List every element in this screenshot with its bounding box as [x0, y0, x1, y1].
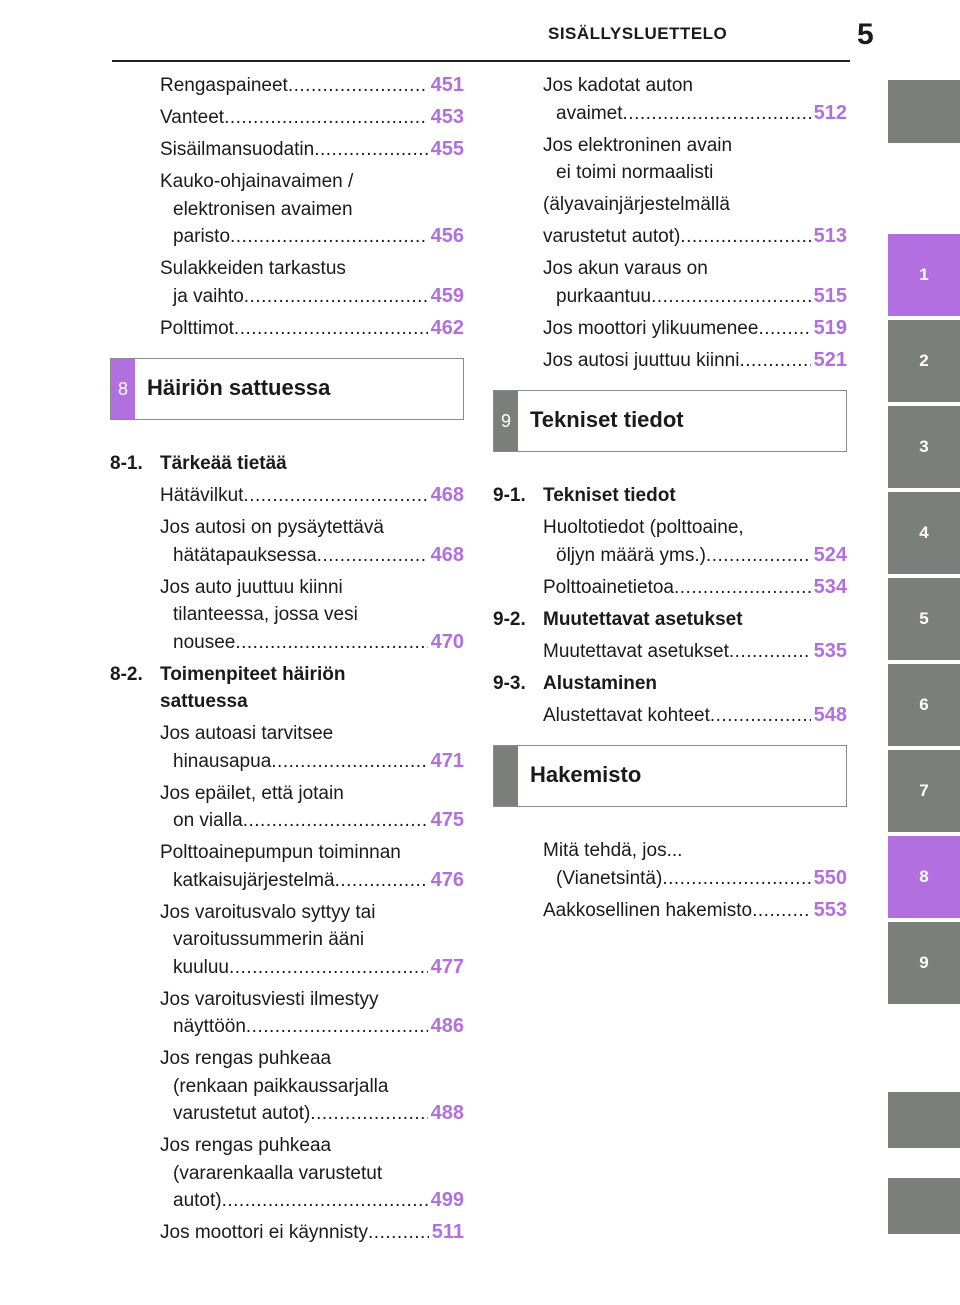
chapter-tab[interactable]: 6 [888, 664, 960, 746]
page-reference[interactable]: 499 [430, 1189, 464, 1211]
toc-entry-text: Sisäilmansuodatin [160, 139, 315, 160]
toc-entry-text: varustetut autot) [173, 1103, 311, 1124]
dot-leader [310, 1100, 427, 1128]
toc-entry[interactable] [493, 255, 847, 310]
toc-entry-text: Sulakkeiden tarkastus [160, 258, 346, 279]
toc-entry-text: Jos autosi juuttuu kiinni [543, 349, 740, 371]
toc-entry[interactable] [493, 72, 847, 127]
subsection-title: Muutettavat asetukset [543, 608, 743, 630]
toc-entry[interactable] [493, 514, 847, 569]
toc-entry[interactable] [110, 1045, 464, 1128]
toc-entry-text: Polttoainepumpun toiminnan [160, 842, 401, 863]
page-reference[interactable]: 486 [430, 1015, 464, 1037]
toc-entry[interactable] [493, 638, 847, 666]
header-title: SISÄLLYSLUETTELO [548, 24, 728, 43]
page-reference[interactable]: 477 [430, 955, 464, 978]
page-reference[interactable]: 451 [430, 74, 464, 96]
toc-entry-text: hätätapauksessa [173, 544, 317, 566]
dot-leader [710, 702, 811, 730]
subsection-list [493, 514, 847, 601]
page-reference[interactable]: 456 [430, 225, 464, 247]
right-top-list [493, 72, 847, 374]
right-column [493, 72, 847, 929]
page-reference[interactable]: 459 [430, 284, 464, 307]
toc-entry-text: Jos varoitusviesti ilmestyy [160, 988, 379, 1010]
dot-leader [706, 542, 811, 570]
index-list [493, 837, 847, 924]
subsection-heading [493, 482, 847, 510]
toc-entry-text: Jos kadotat auton [543, 75, 693, 96]
subsection-number: 8-2. [110, 663, 143, 685]
toc-entry-text: Mitä tehdä, jos... [543, 840, 683, 861]
toc-entry[interactable] [493, 897, 847, 925]
toc-entry-text: näyttöön [173, 1016, 246, 1037]
chapter-tab[interactable]: 5 [888, 578, 960, 660]
page-reference[interactable]: 515 [813, 284, 847, 307]
section-number-tab [494, 746, 518, 806]
page-header [0, 0, 960, 60]
toc-entry[interactable] [110, 168, 464, 251]
chapter-tab[interactable]: 1 [888, 234, 960, 316]
subsection-title: Tärkeää tietää [160, 453, 287, 474]
toc-entry-text: Jos rengas puhkeaa [160, 1048, 332, 1069]
header-divider [112, 60, 850, 62]
dot-leader [234, 315, 428, 343]
toc-entry[interactable] [493, 574, 847, 602]
subsection-title: Tekniset tiedot [543, 485, 676, 506]
toc-entry[interactable] [110, 1219, 464, 1247]
page-reference[interactable]: 519 [813, 316, 847, 339]
subsection-title: Toimenpiteet häiriön [160, 663, 346, 685]
dot-leader [651, 283, 811, 311]
toc-entry[interactable] [110, 255, 464, 310]
chapter-tab[interactable]: 9 [888, 922, 960, 1004]
dot-leader [729, 638, 811, 666]
dot-leader [271, 748, 427, 776]
toc-entry-text: (älyavainjärjestelmällä [543, 194, 730, 215]
subsection-heading [110, 661, 464, 716]
toc-entry-text: ei toimi normaalisti [556, 162, 714, 183]
chapter-tab[interactable]: 4 [888, 492, 960, 574]
toc-entry[interactable] [493, 702, 847, 730]
dot-leader [758, 315, 810, 343]
dot-leader [244, 283, 428, 311]
left-top-list [110, 72, 464, 342]
page-reference[interactable]: 553 [813, 898, 847, 921]
subsection-list [493, 638, 847, 666]
toc-entry-text: öljyn määrä yms.) [556, 544, 706, 566]
toc-entry-text: Muutettavat asetukset [543, 640, 729, 662]
dot-leader [317, 542, 428, 570]
toc-entry-text: (vararenkaalla varustetut [173, 1162, 383, 1184]
dot-leader [623, 100, 811, 128]
section-9-header [493, 390, 847, 452]
toc-entry[interactable] [110, 780, 464, 835]
dot-leader [288, 72, 428, 100]
toc-entry-text: Jos akun varaus on [543, 258, 708, 279]
dot-leader [224, 104, 428, 132]
toc-entry-text: ja vaihto [173, 285, 244, 307]
toc-entry[interactable] [493, 315, 847, 343]
chapter-tab[interactable]: 8 [888, 836, 960, 918]
toc-entry[interactable] [110, 514, 464, 569]
page-number: 5 [857, 18, 874, 51]
toc-entry[interactable] [110, 136, 464, 164]
toc-entry[interactable] [493, 191, 847, 219]
toc-entry-text: Polttoainetietoa [543, 576, 674, 598]
page-reference[interactable]: 471 [430, 749, 464, 772]
toc-entry-text: (Vianetsintä) [556, 867, 663, 889]
chapter-tab[interactable]: 2 [888, 320, 960, 402]
toc-entry-text: elektronisen avaimen [173, 198, 353, 220]
toc-entry-text: Jos auto juuttuu kiinni [160, 576, 343, 598]
toc-entry-text: Hätävilkut [160, 485, 244, 506]
toc-entry-text: hinausapua [173, 750, 272, 772]
dot-leader [222, 1187, 428, 1215]
toc-entry-text: avaimet [556, 102, 623, 124]
toc-entry-text: Aakkosellinen hakemisto [543, 899, 753, 921]
page-reference[interactable]: 511 [431, 1221, 464, 1243]
toc-entry[interactable] [110, 986, 464, 1041]
page-reference[interactable]: 534 [813, 575, 847, 598]
toc-entry-text: kuuluu [173, 956, 229, 978]
subsection-title-continued: sattuessa [160, 691, 248, 712]
toc-entry[interactable] [110, 1132, 464, 1215]
toc-entry-text: Vanteet [160, 107, 225, 128]
subsection-number: 9-3. [493, 672, 526, 694]
dot-leader [368, 1219, 429, 1247]
page-reference[interactable]: 488 [430, 1102, 464, 1124]
dot-leader [235, 629, 427, 657]
subsection-title: Alustaminen [543, 672, 658, 694]
subsection-list [493, 702, 847, 730]
page-reference[interactable]: 468 [430, 543, 464, 566]
toc-entry[interactable] [110, 72, 464, 100]
page-reference[interactable]: 548 [813, 703, 847, 726]
toc-entry-text: paristo [173, 226, 231, 247]
section-8-header [110, 358, 464, 420]
page-reference[interactable]: 462 [430, 316, 464, 339]
dot-leader [230, 223, 428, 251]
toc-entry[interactable] [110, 720, 464, 775]
toc-entry-text: on vialla [173, 810, 243, 831]
section-title: Tekniset tiedot [530, 407, 684, 432]
dot-leader [680, 223, 810, 251]
dot-leader [246, 1013, 428, 1041]
chapter-tab[interactable] [888, 1092, 960, 1148]
page-reference[interactable]: 550 [813, 866, 847, 889]
toc-entry-text: Jos autosi on pysäytettävä [160, 517, 384, 538]
toc-entry-text: (renkaan paikkaussarjalla [173, 1075, 389, 1097]
subsection-heading [493, 670, 847, 698]
toc-entry-text: varustetut autot) [543, 226, 681, 247]
toc-entry[interactable] [110, 482, 464, 510]
dot-leader [229, 954, 428, 982]
toc-entry-text: katkaisujärjestelmä [173, 869, 335, 891]
section-number-tab: 9 [494, 391, 518, 451]
subsection-number: 8-1. [110, 453, 143, 474]
toc-entry-text: Jos varoitusvalo syttyy tai [160, 901, 376, 923]
dot-leader [314, 136, 427, 164]
toc-entry-text: Jos moottori ei käynnisty [160, 1222, 369, 1243]
page-reference[interactable]: 512 [813, 101, 847, 124]
toc-entry-text: Kauko-ohjainavaimen / [160, 171, 354, 192]
page-reference[interactable]: 521 [813, 348, 847, 371]
toc-entry-text: nousee [173, 631, 236, 653]
page-reference[interactable]: 468 [430, 484, 464, 506]
toc-entry-text: autot) [173, 1190, 222, 1211]
page-reference[interactable]: 524 [813, 543, 847, 566]
chapter-tab[interactable] [888, 1178, 960, 1234]
toc-entry-text: purkaantuu [556, 285, 652, 307]
toc-entry[interactable] [110, 315, 464, 343]
subsection-list [110, 720, 464, 1247]
page-reference[interactable]: 513 [813, 225, 847, 247]
dot-leader [752, 897, 811, 925]
subsection-list [110, 482, 464, 656]
dot-leader [335, 867, 428, 895]
toc-entry-text: tilanteessa, jossa vesi [173, 604, 358, 625]
toc-entry-text: varoitussummerin ääni [173, 929, 365, 950]
page-reference[interactable]: 475 [430, 809, 464, 831]
toc-entry-text: Alustettavat kohteet [543, 704, 710, 726]
page-reference[interactable]: 455 [430, 138, 464, 160]
toc-entry-text: Jos epäilet, että jotain [160, 782, 344, 804]
toc-entry[interactable] [493, 837, 847, 892]
dot-leader [243, 807, 428, 835]
section-title: Hakemisto [530, 762, 642, 787]
page-reference[interactable]: 535 [813, 639, 847, 662]
subsection-number: 9-1. [493, 485, 526, 506]
page-reference[interactable]: 453 [430, 106, 464, 128]
toc-entry-text: Jos rengas puhkeaa [160, 1135, 332, 1156]
toc-entry[interactable] [110, 839, 464, 894]
subsection-number: 9-2. [493, 608, 526, 630]
chapter-tab[interactable]: 7 [888, 750, 960, 832]
dot-leader [674, 574, 811, 602]
chapter-tab[interactable] [888, 80, 960, 143]
page-reference[interactable]: 470 [430, 630, 464, 653]
toc-entry-text: Rengaspaineet [160, 75, 288, 96]
toc-entry[interactable] [110, 899, 464, 982]
dot-leader [243, 482, 427, 510]
toc-entry[interactable] [110, 104, 464, 132]
toc-entry[interactable] [110, 574, 464, 657]
section-title: Häiriön sattuessa [147, 375, 331, 400]
toc-entry[interactable] [493, 347, 847, 375]
dot-leader [662, 865, 810, 893]
subsection-heading [110, 450, 464, 478]
toc-entry[interactable] [493, 132, 847, 187]
index-section-header [493, 745, 847, 807]
dot-leader [739, 347, 810, 375]
toc-entry[interactable] [493, 223, 847, 251]
left-column [110, 72, 464, 1251]
toc-entry-text: Jos moottori ylikuumenee [543, 317, 759, 339]
subsection-heading [493, 606, 847, 634]
toc-entry-text: Jos autoasi tarvitsee [160, 723, 334, 744]
chapter-tab[interactable]: 3 [888, 406, 960, 488]
section-number-tab: 8 [111, 359, 135, 419]
page-reference[interactable]: 476 [430, 868, 464, 891]
toc-entry-text: Huoltotiedot (polttoaine, [543, 517, 744, 538]
toc-entry-text: Polttimot [160, 317, 234, 339]
toc-entry-text: Jos elektroninen avain [543, 134, 733, 156]
